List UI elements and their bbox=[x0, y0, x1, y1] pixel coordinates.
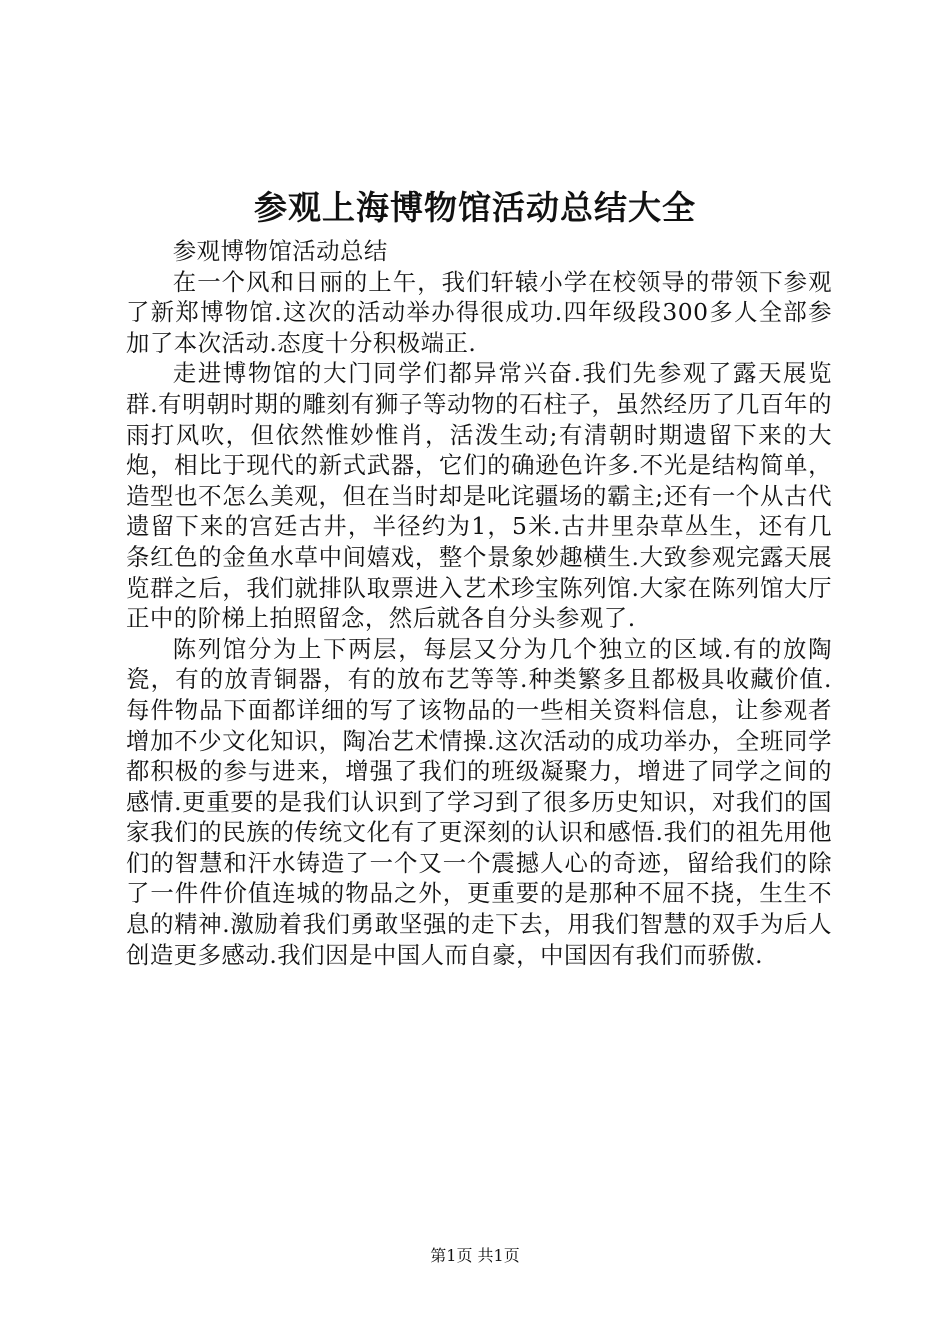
document-subtitle: 参观博物馆活动总结 bbox=[172, 237, 388, 265]
page-footer: 第1页 共1页 bbox=[430, 1246, 520, 1265]
paragraph: 在一个风和日丽的上午，我们轩辕小学在校领导的带领下参观了新郑博物馆.这次的活动举办得很成功.四年级段300多人全部参加了本次活动.态度十分积极端正. bbox=[126, 267, 832, 357]
paragraph: 陈列馆分为上下两层，每层又分为几个独立的区域.有的放陶瓷，有的放青铜器，有的放布艺等等.种类繁多且都极具收藏价值.每件物品下面都详细的写了该物品的一些相关资料信息，让参观者增加不少文化知识，陶冶艺术情操.这次活动的成功举办，全班同学都积极的参与进来，增强了我们的班级凝聚力，增进了同学之间的感情.更重要的是我们认识到了学习到了很多历史知识，对我们的国家我们的民族的传统文化有了更深刻的认识和感悟.我们的祖先用他们的智慧和汗水铸造了一个又一个震撼人心的奇迹，留给我们的除了一件件价值连城的物品之外，更重要的是那种不屈不挠，生生不息的精神.激励着我们勇敢坚强的走下去，用我们智慧的双手为后人创造更多感动.我们因是中国人而自豪，中国因有我们而骄傲. bbox=[126, 634, 832, 969]
document-body bbox=[126, 236, 832, 970]
paragraph: 走进博物馆的大门同学们都异常兴奋.我们先参观了露天展览群.有明朝时期的雕刻有狮子等动物的石柱子，虽然经历了几百年的雨打风吹，但依然惟妙惟肖，活泼生动;有清朝时期遗留下来的大炮，相比于现代的新式武器，它们的确逊色许多.不光是结构简单，造型也不怎么美观，但在当时却是叱诧疆场的霸主;还有一个从古代遗留下来的宫廷古井，半径约为1，5米.古井里杂草丛生，还有几条红色的金鱼水草中间嬉戏，整个景象妙趣横生.大致参观完露天展览群之后，我们就排队取票进入艺术珍宝陈列馆.大家在陈列馆大厅正中的阶梯上拍照留念，然后就各自分头参观了. bbox=[126, 359, 832, 633]
document-title: 参观上海博物馆活动总结大全 bbox=[254, 188, 696, 227]
